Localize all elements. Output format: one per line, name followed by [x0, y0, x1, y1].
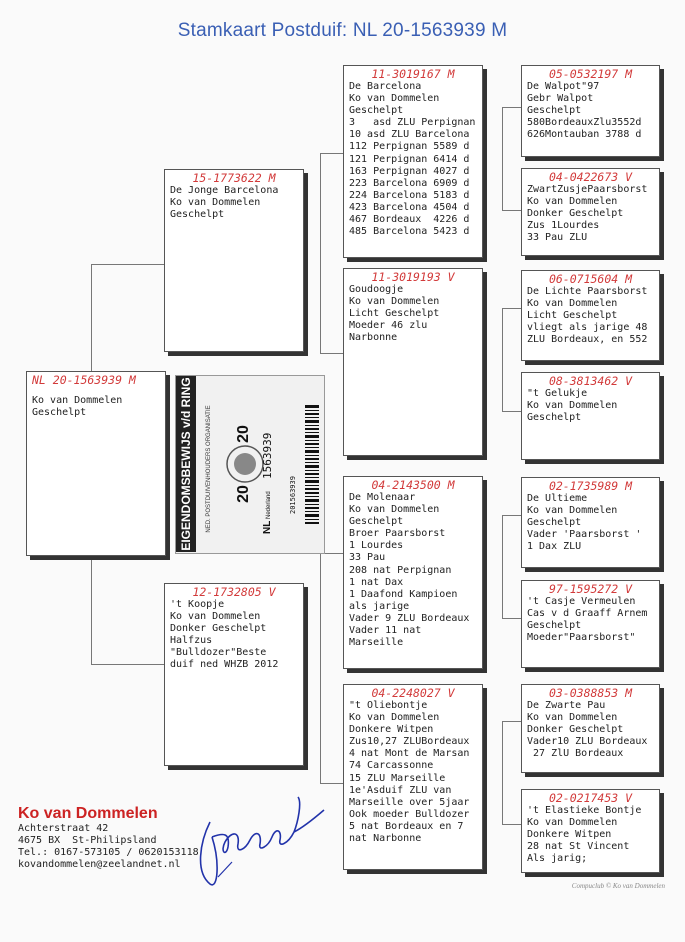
card-line: ZwartZusjePaarsborst [527, 184, 648, 195]
card-line: 33 Pau [349, 552, 386, 564]
owner-address: Achterstraat 42 [18, 823, 109, 834]
card-line: Ko van Dommelen [170, 197, 261, 209]
card-line: 't Koopje [170, 599, 225, 610]
ring-year-right: 20 [235, 425, 252, 443]
ddd-card [521, 789, 660, 873]
owner-block [18, 805, 199, 871]
card-line: 112 Perpignan 5589 d [349, 141, 470, 153]
card-line: Ko van Dommelen [527, 712, 618, 724]
card-line: Halfzus [170, 635, 213, 647]
card-line: Moeder 46 zlu [349, 320, 428, 332]
card-line: Moeder"Paarsborst" [527, 632, 636, 644]
card-line: Vader 'Paarsborst ' [527, 529, 642, 541]
pigeon-card [26, 371, 166, 556]
ssd-ring: 04-0422673 V [548, 170, 633, 184]
card-line: 28 nat St Vincent [527, 841, 630, 853]
card-line: ZLU Bordeaux, en 552 [527, 334, 648, 346]
ring-header: NED. POSTDUIVENHOUDERS ORGANISATIE [206, 405, 212, 533]
ring-number: 1563939 [261, 432, 274, 479]
ring-title: EIGENDOMSBEWIJS v/d RING [179, 377, 193, 551]
sds-ring: 06-0715604 M [548, 272, 633, 286]
ring-certificate [175, 375, 325, 554]
card-line: De Zwarte Pau [527, 700, 606, 711]
dss-ring: 02-1735989 M [548, 479, 633, 493]
sd-card [343, 268, 483, 456]
connector-line [502, 515, 522, 516]
card-line: Gebr Walpot [527, 93, 594, 105]
card-line: De Barcelona [349, 81, 422, 92]
card-line: De Ultieme [527, 493, 588, 504]
card-line: Ko van Dommelen [349, 712, 440, 724]
card-line: 1 Daafond Kampioen [349, 588, 458, 600]
dd-card [343, 684, 483, 870]
card-line: "t Gelukje [527, 388, 588, 399]
card-line: Donkere Witpen [349, 724, 434, 736]
card-line: Vader 9 ZLU Bordeaux [349, 612, 470, 624]
ss-card [343, 65, 483, 258]
sdd-ring: 08-3813462 V [548, 374, 633, 388]
sds-card [521, 270, 660, 361]
ring-certificate-graphic [176, 376, 324, 553]
card-line: 5 nat Bordeaux en 7 [349, 820, 464, 832]
dss-card [521, 477, 660, 568]
globe-icon [234, 453, 256, 475]
connector-line [502, 721, 522, 722]
card-line: 121 Perpignan 6414 d [349, 153, 470, 165]
card-line: "t Oliebontje [349, 700, 428, 711]
card-line: Geschelpt [32, 407, 87, 419]
dam-ring: 12-1732805 V [192, 585, 276, 599]
card-line: Ko van Dommelen [32, 395, 123, 406]
card-line: 27 ZlU Bordeaux [527, 748, 624, 760]
card-line: Zus10,27 ZLUBordeaux [349, 736, 470, 748]
card-line: De Jonge Barcelona [170, 185, 279, 196]
card-line: De Walpot"97 [527, 81, 600, 92]
card-line: 580BordeauxZlu3552d [527, 117, 642, 129]
connector-line [502, 411, 522, 412]
card-line: vliegt als jarige 48 [527, 322, 648, 334]
connector-line [320, 353, 343, 354]
card-line: Cas v d Graaff Arnem [527, 608, 648, 620]
dds-ring: 03-0388853 M [548, 686, 633, 700]
dsd-card [521, 580, 660, 668]
card-line: Vader10 ZLU Bordeaux [527, 736, 648, 748]
card-line: 208 nat Perpignan [349, 564, 452, 576]
connector-line [502, 824, 522, 825]
card-line: 10 asd ZLU Barcelona [349, 129, 470, 141]
card-line: duif ned WHZB 2012 [170, 659, 279, 671]
card-line: 33 Pau ZLU [527, 232, 588, 244]
card-line: 4 nat Mont de Marsan [349, 748, 470, 760]
footer-credit: Compuclub © Ko van Dommelen [571, 882, 665, 890]
card-line: 467 Bordeaux 4226 d [349, 214, 470, 226]
connector-line [320, 153, 343, 154]
card-line: De Lichte Paarsborst [527, 286, 648, 297]
card-line: Narbonne [349, 332, 398, 344]
owner-email: kovandommelen@zeelandnet.nl [18, 859, 181, 870]
connector-line [320, 553, 321, 783]
connector-line [502, 618, 522, 619]
dam-card [164, 583, 304, 766]
owner-name: Ko van Dommelen [18, 805, 158, 822]
card-line: De Molenaar [349, 492, 416, 503]
card-line: Licht Geschelpt [349, 308, 440, 320]
card-line: Marseille [349, 637, 404, 649]
card-line: 74 Carcassonne [349, 760, 434, 772]
card-line: 't Casje Vermeulen [527, 596, 636, 607]
card-line: 't Elastieke Bontje [527, 805, 642, 816]
card-line: "Bulldozer"Beste [170, 647, 267, 659]
dds-card [521, 684, 660, 773]
page-title: Stamkaart Postduif: NL 20-1563939 M [177, 20, 508, 41]
sd-ring: 11-3019193 V [371, 270, 455, 284]
ring-barcode-number: 201563939 [289, 476, 297, 514]
card-line: Ko van Dommelen [349, 93, 440, 105]
connector-line [320, 153, 321, 353]
card-line: Broer Paarsborst [349, 528, 446, 540]
card-line: Ook moeder Bulldozer [349, 808, 470, 820]
card-line: Donker Geschelpt [170, 623, 267, 635]
sire-card [164, 169, 304, 352]
sire-ring: 15-1773622 M [192, 171, 276, 185]
connector-line [502, 107, 522, 108]
card-line: 485 Barcelona 5423 d [349, 226, 470, 238]
card-line: Ko van Dommelen [170, 611, 261, 623]
card-line: 1e'Asduif ZLU van [349, 784, 452, 796]
card-line: 1 Lourdes [349, 540, 404, 552]
card-line: 626Montauban 3788 d [527, 129, 642, 141]
ddd-ring: 02-0217453 V [548, 791, 633, 805]
ring-country: NL [262, 520, 273, 534]
card-line: als jarige [349, 600, 410, 612]
card-line: Geschelpt [170, 209, 225, 221]
card-line: 15 ZLU Marseille [349, 772, 446, 784]
card-line: Donkere Witpen [527, 829, 612, 841]
card-line: 224 Barcelona 5183 d [349, 189, 470, 201]
card-line: Ko van Dommelen [527, 817, 618, 829]
card-line: Ko van Dommelen [527, 298, 618, 310]
card-line: 1 Dax ZLU [527, 541, 582, 553]
connector-line [320, 783, 343, 784]
card-line: Marseille over 5jaar [349, 796, 470, 808]
card-line: Geschelpt [527, 412, 582, 424]
card-line: 1 nat Dax [349, 576, 404, 588]
connector-line [502, 515, 503, 618]
card-line: Vader 11 nat [349, 625, 422, 637]
ring-land: Nederland [266, 491, 272, 519]
card-line: Goudoogje [349, 284, 404, 295]
card-line: Zus 1Lourdes [527, 220, 600, 232]
card-line: Geschelpt [349, 516, 404, 528]
card-line: Ko van Dommelen [349, 504, 440, 516]
card-line: Geschelpt [527, 517, 582, 529]
connector-line [91, 664, 165, 665]
connector-line [91, 264, 165, 265]
ds-ring: 04-2143500 M [371, 478, 455, 492]
signature [190, 792, 330, 892]
card-line: Geschelpt [527, 620, 582, 632]
ds-card [343, 476, 483, 669]
card-line: Als jarig; [527, 853, 588, 865]
card-line: 223 Barcelona 6909 d [349, 177, 470, 189]
card-line: 423 Barcelona 4504 d [349, 201, 470, 213]
card-line: Ko van Dommelen [527, 505, 618, 517]
card-line: Licht Geschelpt [527, 310, 618, 322]
dd-ring: 04-2248027 V [371, 686, 455, 700]
card-line: Ko van Dommelen [349, 296, 440, 308]
card-line: 3 asd ZLU Perpignan [349, 117, 476, 129]
connector-line [502, 308, 522, 309]
card-line: Ko van Dommelen [527, 196, 618, 208]
card-line: Geschelpt [349, 105, 404, 117]
connector-line [502, 107, 503, 210]
ss-ring: 11-3019167 M [371, 67, 455, 81]
card-line: Donker Geschelpt [527, 208, 624, 220]
dsd-ring: 97-1595272 V [548, 582, 633, 596]
ssd-card [521, 168, 660, 256]
card-line: nat Narbonne [349, 833, 422, 845]
card-line: 163 Perpignan 4027 d [349, 165, 470, 177]
connector-line [502, 210, 522, 211]
owner-postcode: 4675 BX St-Philipsland [18, 835, 157, 846]
card-line: Ko van Dommelen [527, 400, 618, 412]
sdd-card [521, 372, 660, 460]
sss-ring: 05-0532197 M [548, 67, 633, 81]
ring-year-left: 20 [235, 485, 252, 503]
connector-line [502, 308, 503, 411]
connector-line [502, 721, 503, 824]
sss-card [521, 65, 660, 157]
card-line: Geschelpt [527, 105, 582, 117]
card-line: Donker Geschelpt [527, 724, 624, 736]
pigeon-ring: NL 20-1563939 M [32, 373, 136, 387]
owner-phone: Tel.: 0167-573105 / 0620153118 [18, 847, 199, 858]
